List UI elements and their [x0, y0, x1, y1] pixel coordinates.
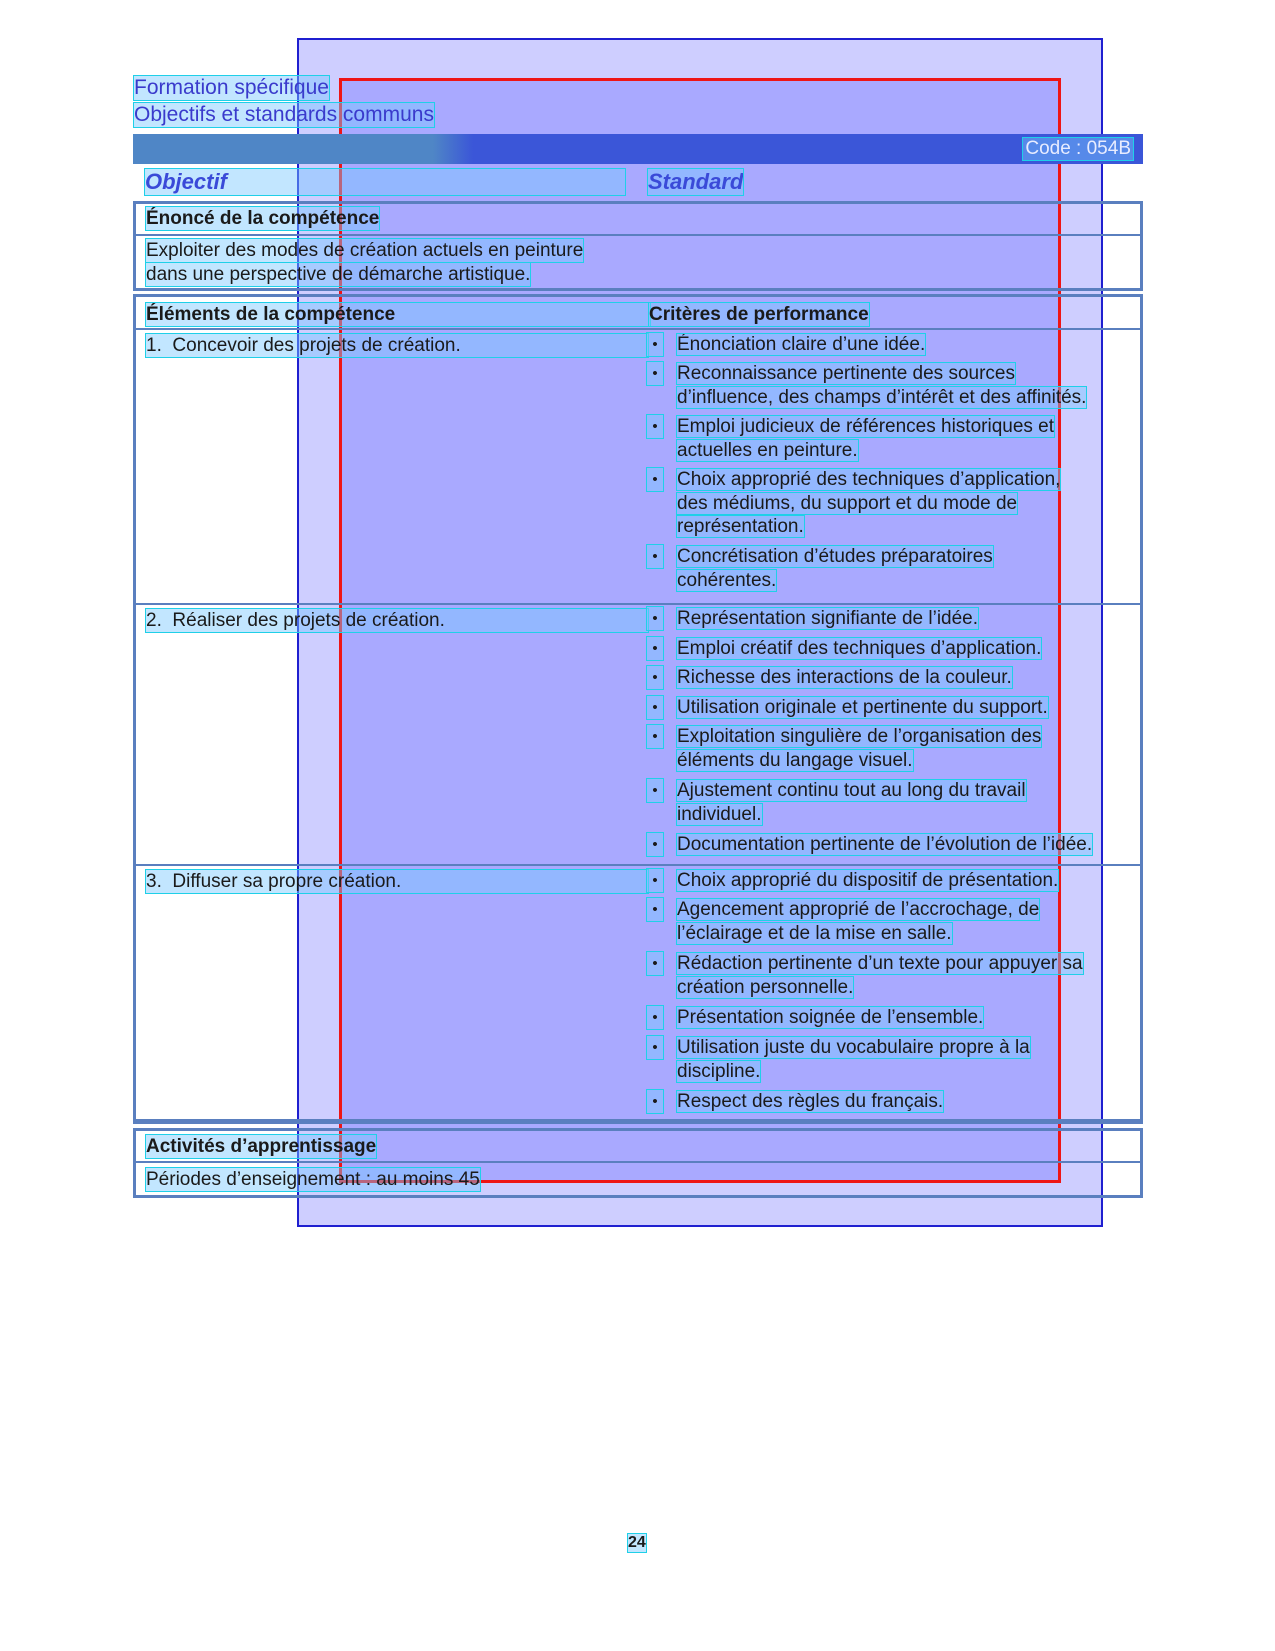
criterion: Présentation soignée de l’ensemble.	[677, 1007, 984, 1028]
criteria-heading: Critères de performance	[649, 304, 869, 325]
criterion: Utilisation originale et pertinente du support.	[677, 697, 1048, 718]
element-number: 3.	[146, 871, 162, 892]
criterion: Énonciation claire d’une idée.	[677, 334, 926, 355]
criterion: Ajustement continu tout au long du travail individuel.	[677, 780, 1026, 825]
element-text: Diffuser sa propre création.	[172, 871, 402, 892]
bullet-icon: •	[647, 545, 663, 568]
element-row-2	[146, 609, 648, 632]
criterion: Concrétisation d’études préparatoires cohérentes.	[677, 546, 993, 591]
criterion: Choix approprié du dispositif de présentation.	[677, 870, 1059, 891]
row-divider	[136, 603, 1140, 605]
bullet-icon: •	[647, 362, 663, 385]
bullet-icon: •	[647, 607, 663, 630]
competence-heading: Énoncé de la compétence	[146, 208, 380, 229]
bullet-icon: •	[647, 779, 663, 802]
element-row-3	[146, 870, 648, 893]
criterion: Agencement approprié de l’accrochage, de l’éclairage et de la mise en salle.	[677, 899, 1040, 944]
bullet-icon: •	[647, 333, 663, 356]
criterion: Reconnaissance pertinente des sources d’influence, des champs d’intérêt et des affinités.	[677, 363, 1087, 408]
element-text: Concevoir des projets de création.	[172, 335, 461, 356]
criterion: Respect des règles du français.	[677, 1091, 944, 1112]
element-row-1	[146, 334, 648, 357]
standard-column-heading: Standard	[648, 169, 744, 194]
competence-statement-line-2: dans une perspective de démarche artistique.	[146, 264, 531, 285]
criterion: Richesse des interactions de la couleur.	[677, 667, 1012, 688]
bullet-icon: •	[647, 725, 663, 748]
criterion: Rédaction pertinente d’un texte pour appuyer sa création personnelle.	[677, 953, 1083, 998]
row-divider	[136, 864, 1140, 866]
page-number: 24	[628, 1534, 646, 1551]
competence-statement-line-1: Exploiter des modes de création actuels en peinture	[146, 240, 584, 261]
criterion: Emploi judicieux de références historiques et actuelles en peinture.	[677, 416, 1055, 461]
bullet-icon: •	[647, 696, 663, 719]
row-divider	[136, 234, 1140, 236]
header-title: Formation spécifique	[134, 76, 329, 99]
bullet-icon: •	[647, 833, 663, 856]
elements-heading: Éléments de la compétence	[146, 303, 650, 326]
bullet-icon: •	[647, 1006, 663, 1029]
learning-activities-box	[133, 1128, 1143, 1198]
criterion: Exploitation singulière de l’organisation des éléments du langage visuel.	[677, 726, 1042, 771]
criterion: Documentation pertinente de l’évolution de l’idée.	[677, 834, 1093, 855]
element-number: 2.	[146, 610, 162, 631]
bullet-icon: •	[647, 637, 663, 660]
bullet-icon: •	[647, 869, 663, 892]
bullet-icon: •	[647, 666, 663, 689]
bullet-icon: •	[647, 1090, 663, 1113]
criterion: Emploi créatif des techniques d’application.	[677, 638, 1042, 659]
activities-heading: Activités d’apprentissage	[146, 1136, 377, 1157]
teaching-periods: Périodes d’enseignement : au moins 45	[146, 1169, 480, 1190]
competence-statement-box	[133, 201, 1143, 291]
bullet-icon: •	[647, 1036, 663, 1059]
code-bar	[133, 134, 1143, 164]
criterion: Représentation signifiante de l’idée.	[677, 608, 979, 629]
objective-column-heading: Objectif	[145, 169, 625, 195]
header-subtitle: Objectifs et standards communs	[134, 103, 434, 126]
row-divider	[136, 1119, 1140, 1121]
course-code: Code : 054B	[1025, 138, 1131, 159]
element-number: 1.	[146, 335, 162, 356]
bullet-icon: •	[647, 898, 663, 921]
row-divider	[136, 1161, 1140, 1163]
criterion: Utilisation juste du vocabulaire propre à la discipline.	[677, 1037, 1030, 1082]
row-divider	[136, 328, 1140, 330]
criterion: Choix approprié des techniques d’application, des médiums, du support et du mode de représentation.	[677, 469, 1061, 537]
bullet-icon: •	[647, 952, 663, 975]
bullet-icon: •	[647, 415, 663, 438]
element-text: Réaliser des projets de création.	[172, 610, 445, 631]
bullet-icon: •	[647, 468, 663, 491]
